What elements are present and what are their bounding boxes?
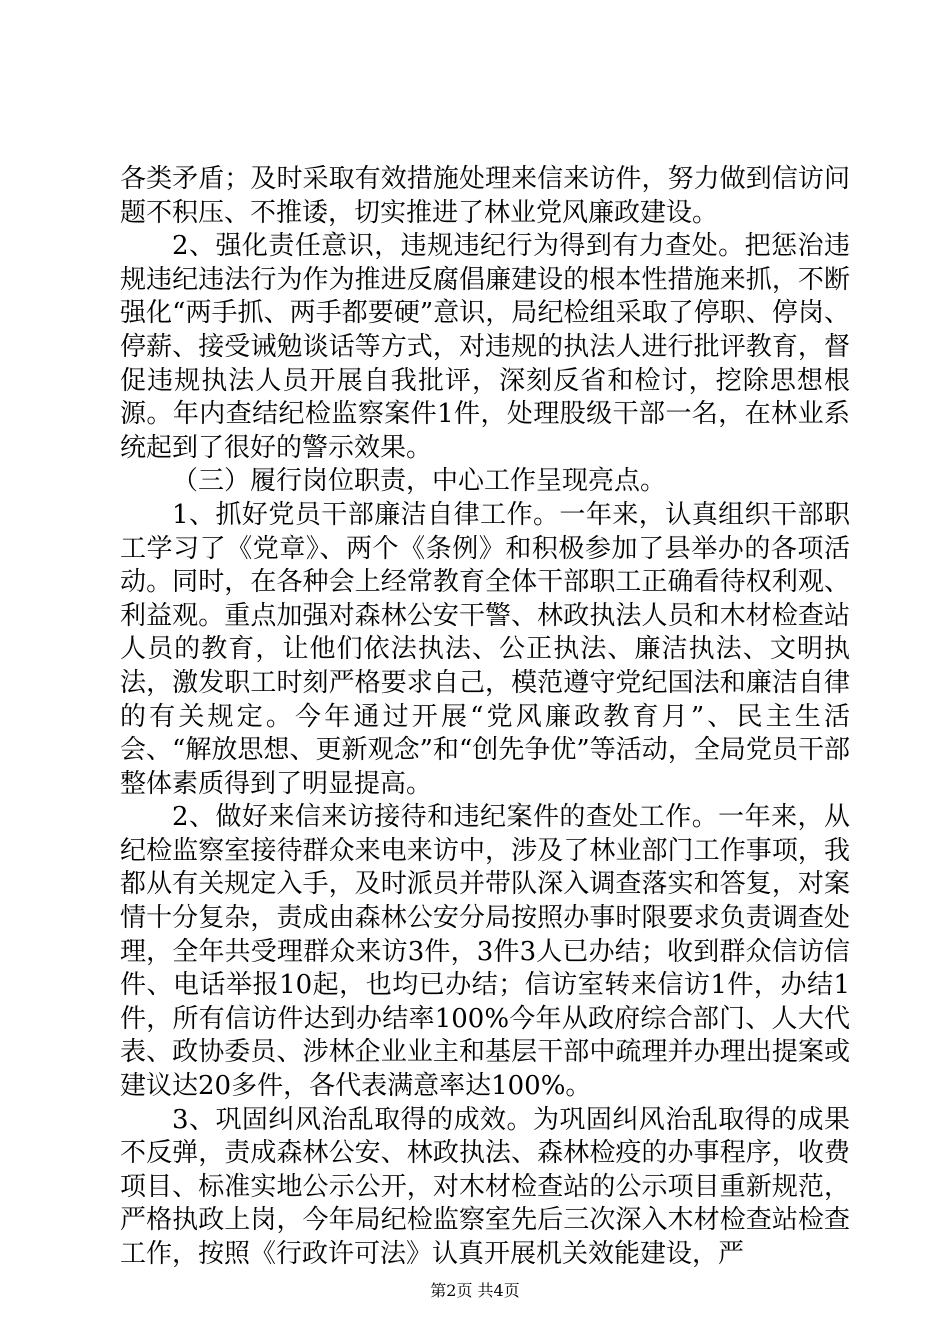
section-heading-3: （三）履行岗位职责，中心工作呈现亮点。 (172, 466, 667, 497)
paragraph-item-1: 1、抓好党员干部廉洁自律工作。一年来，认真组织干部职工学习了《党章》、两个《条例》和积极参加了县举办的各项活动。同时，在各种会上经常教育全体干部职工正确看待权利观、利益观。重点加强对森林公安干警、林政执法人员和木材检查站人员的教育，让他们依法执法、公正执法、廉洁执法、文明执法，激发职工时刻严格要求自己，模范遵守党纪国法和廉洁自律的有关规定。今年通过开展“党风廉政教育月”、民主生活会、“解放思想、更新观念”和“创先争优”等活动，全局党员干部整体素质得到了明显提高。 (120, 499, 850, 799)
document-body (120, 163, 850, 1272)
paragraph-item-2: 2、强化责任意识，违规违纪行为得到有力查处。把惩治违规违纪违法行为作为推进反腐倡廉建设的根本性措施来抓，不断强化“两手抓、两手都要硬”意识，局纪检组采取了停职、停岗、停薪、接受诫勉谈话等方式，对违规的执法人进行批评教育，督促违规执法人员开展自我批评，深刻反省和检讨，挖除思想根源。年内查结纪检监察案件1件，处理股级干部一名，在林业系统起到了很好的警示效果。 (120, 231, 850, 463)
paragraph-item-3: 3、巩固纠风治乱取得的成效。为巩固纠风治乱取得的成果不反弹，责成森林公安、林政执法、森林检疫的办事程序，收费项目、标准实地公示公开，对木材检查站的公示项目重新规范，严格执政上岗，今年局纪检监察室先后三次深入木材检查站检查工作，按照《行政许可法》认真开展机关效能建设，严 (120, 1104, 850, 1269)
paragraph-item-2b: 2、做好来信来访接待和违纪案件的查处工作。一年来，从纪检监察室接待群众来电来访中，涉及了林业部门工作事项，我都从有关规定入手，及时派员并带队深入调查落实和答复，对案情十分复杂，责成由森林公安分局按照办事时限要求负责调查处理，全年共受理群众来访3件，3件3人已办结；收到群众信访信件、电话举报10起，也均已办结；信访室转来信访1件，办结1件，所有信访件达到办结率100%今年从政府综合部门、人大代表、政协委员、涉林企业业主和基层干部中疏理并办理出提案或建议达20多件，各代表满意率达100%。 (120, 802, 850, 1102)
paragraph-continuation: 各类矛盾；及时采取有效措施处理来信来访件，努力做到信访问题不积压、不推诿，切实推进了林业党风廉政建设。 (120, 164, 850, 228)
page-footer: 第2页 共4页 (430, 1281, 520, 1300)
